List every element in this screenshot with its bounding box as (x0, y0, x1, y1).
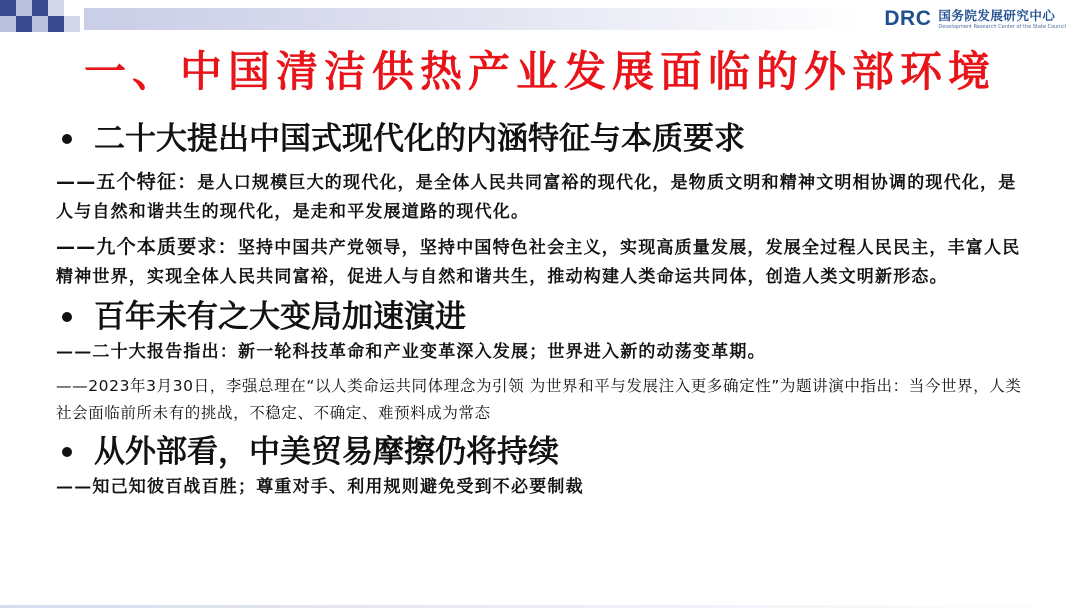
logo-name-en: Development Research Center of the State Council (938, 24, 1066, 30)
logo-mark: DRC (884, 7, 932, 30)
bullet-dot-icon (62, 134, 72, 144)
section-heading (56, 296, 1028, 338)
drc-logo (884, 8, 1066, 36)
bullet-dot-icon (62, 447, 72, 457)
section-heading-text: 二十大提出中国式现代化的内涵特征与本质要求 (94, 121, 745, 157)
section-heading (56, 118, 1028, 160)
header-gradient-band (84, 8, 864, 30)
slide-content (56, 118, 1028, 502)
section-heading-text: 从外部看，中美贸易摩擦仍将持续 (94, 434, 559, 470)
section-heading-text: 百年未有之大变局加速演进 (94, 299, 466, 335)
paragraph-lead: ——九个本质要求： (56, 236, 238, 258)
paragraph-body: 坚持中国共产党领导，坚持中国特色社会主义，实现高质量发展，发展全过程人民民主，丰富人民精神世界，实现全体人民共同富裕，促进人与自然和谐共生，推动构建人类命运共同体，创造人类文明新形态。 (56, 238, 1021, 287)
slide-title: 一、中国清洁供热产业发展面临的外部环境 (83, 47, 996, 96)
paragraph (56, 233, 1028, 292)
paragraph: ——知己知彼百战百胜；尊重对手、利用规则避免受到不必要制裁 (56, 477, 584, 497)
paragraph-body: 是人口规模巨大的现代化，是全体人民共同富裕的现代化，是物质文明和精神文明相协调的现代化，是人与自然和谐共生的现代化，是走和平发展道路的现代化。 (56, 173, 1017, 222)
paragraph (56, 168, 1028, 227)
section-heading (56, 431, 1028, 473)
bullet-dot-icon (62, 312, 72, 322)
paragraph: ——2023年3月30日，李强总理在“以人类命运共同体理念为引领 为世界和平与发展注入更多确定性”为题讲演中指出：当今世界，人类社会面临前所未有的挑战，不稳定、不确定、难预料成为常态 (56, 377, 1022, 422)
paragraph-lead: ——五个特征： (56, 171, 198, 193)
logo-name-cn: 国务院发展研究中心 (938, 8, 1056, 23)
paragraph: ——二十大报告指出：新一轮科技革命和产业变革深入发展；世界进入新的动荡变革期。 (56, 342, 766, 362)
decorative-checker-pattern (0, 0, 84, 32)
